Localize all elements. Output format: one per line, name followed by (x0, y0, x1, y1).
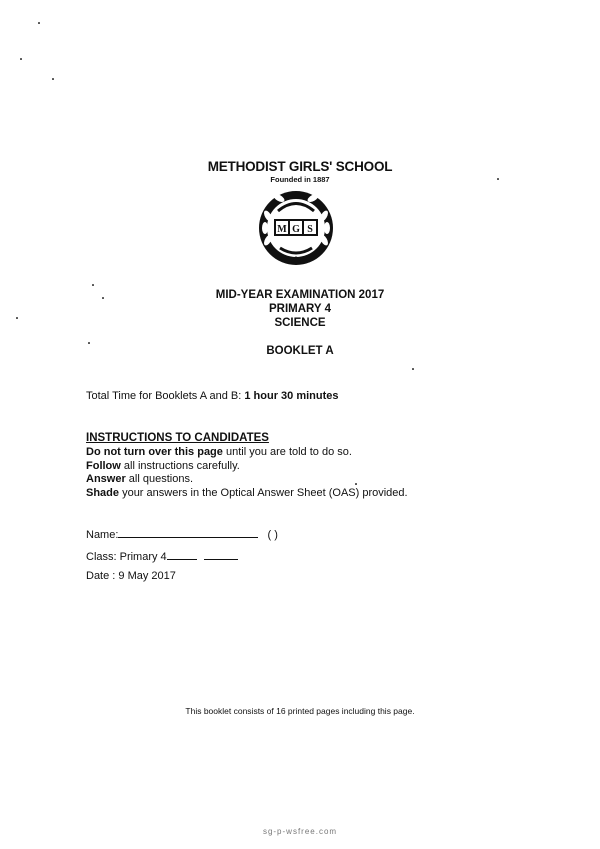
exam-title: MID-YEAR EXAMINATION 2017 (215, 289, 385, 301)
class-label: Class: Primary 4 (86, 551, 167, 563)
date-value: 9 May 2017 (118, 570, 176, 582)
class-row (86, 550, 238, 563)
scan-speck (16, 317, 18, 319)
founded-year: Founded in 1887 (270, 175, 330, 184)
class-input-line-2[interactable] (204, 550, 238, 560)
svg-text:S: S (307, 224, 313, 235)
scan-speck (38, 22, 40, 24)
booklet-label: BOOKLET A (266, 345, 334, 357)
instruction-item: Follow all instructions carefully. (86, 459, 240, 472)
date-row (86, 570, 176, 582)
school-crest-logo (254, 186, 338, 272)
page-count-note: This booklet consists of 16 printed pages including this page. (185, 706, 415, 716)
total-time (86, 390, 339, 402)
name-label: Name: (86, 529, 119, 541)
instruction-item: Do not turn over this page until you are told to do so. (86, 446, 352, 458)
scan-speck (412, 368, 414, 370)
scan-speck (355, 483, 357, 485)
school-name: METHODIST GIRLS' SCHOOL (207, 159, 393, 174)
class-input-line[interactable] (167, 550, 197, 560)
total-time-prefix: Total Time for Booklets A and B: (86, 390, 245, 402)
scan-speck (102, 297, 104, 299)
scan-speck (88, 342, 90, 344)
scan-speck (20, 58, 22, 60)
instruction-item: Shade your answers in the Optical Answer Sheet (OAS) provided. (86, 486, 408, 499)
instructions-heading: INSTRUCTIONS TO CANDIDATES (86, 432, 269, 444)
scan-speck (497, 178, 499, 180)
scan-speck (92, 284, 94, 286)
scan-speck (52, 78, 54, 80)
name-row (86, 528, 278, 541)
total-time-value: 1 hour 30 minutes (244, 390, 339, 402)
date-label: Date : (86, 570, 119, 582)
name-input-line[interactable] (118, 528, 258, 538)
exam-level: PRIMARY 4 (269, 303, 331, 315)
instruction-item: Answer all questions. (86, 473, 194, 485)
index-number-brackets[interactable]: ( ) (267, 529, 278, 541)
svg-text:M: M (277, 224, 287, 235)
exam-subject: SCIENCE (274, 317, 326, 329)
exam-title-block (0, 288, 600, 330)
instructions-list (86, 446, 408, 500)
watermark: sg-p-wsfree.com (262, 827, 338, 836)
svg-text:G: G (292, 224, 300, 235)
